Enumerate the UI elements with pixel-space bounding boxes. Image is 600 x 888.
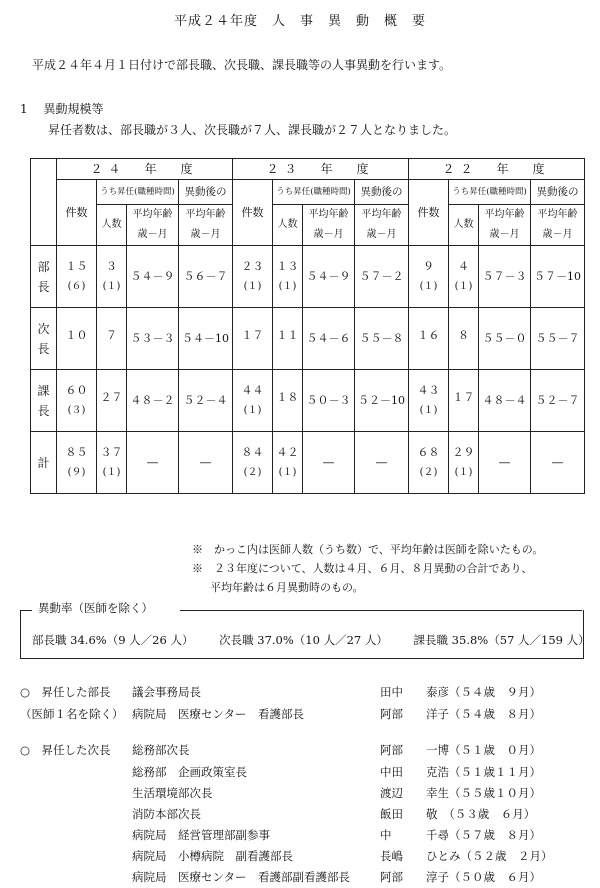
y24-avg-cell xyxy=(127,308,179,370)
promotion-c3: 中田 xyxy=(380,765,403,779)
table-row xyxy=(31,432,585,494)
y22-avg-cell xyxy=(479,432,531,494)
promotion-c4: ひとみ（５２歳 ２月） xyxy=(426,849,553,863)
promotion-c3: 阿部 xyxy=(380,743,403,757)
section-body: 昇任者数は、部長職が３人、次長職が７人、課長職が２７人となりました。 xyxy=(48,123,457,137)
y22-count-cell xyxy=(409,246,449,308)
y23-promo-cell xyxy=(273,432,303,494)
cell-value: ５７－３ xyxy=(482,269,527,283)
avg-label: 平均年齢 xyxy=(132,209,173,220)
rate-title: 異動率（医師を除く） xyxy=(34,600,157,616)
promotion-c2: 病院局 小樽病院 副看護部長 xyxy=(132,849,293,863)
avg-label: 平均年齢 xyxy=(308,209,349,220)
y22-promo-cell xyxy=(449,370,479,432)
y22-avg-cell xyxy=(479,246,531,308)
y23-avg-cell xyxy=(303,432,355,494)
personnel-stats-table xyxy=(30,158,585,494)
cell-value: ５２－４ xyxy=(183,393,228,407)
y23-avg-cell xyxy=(303,308,355,370)
cell-value: ５４－10 xyxy=(182,331,229,345)
cell-value: ― xyxy=(499,455,511,469)
promotion-c1: ○ 昇任した部長 xyxy=(20,685,111,699)
cell-value: ２７ xyxy=(100,390,123,404)
cell-value: ― xyxy=(147,455,158,469)
note-1: ※ かっこ内は医師人数（うち数）で、平均年齢は医師を除いたもの。 xyxy=(192,543,544,556)
intro-text: 平成２４年４月１日付けで部長職、次長職、課長職等の人事異動を行います。 xyxy=(32,58,452,72)
y22-promo-cell xyxy=(449,246,479,308)
cell-value: ５０－３ xyxy=(306,393,351,407)
cell-value: ― xyxy=(376,455,388,469)
y23-count-cell xyxy=(233,308,273,370)
row-label xyxy=(31,432,57,494)
promotion-c1: （医師１名を除く） xyxy=(20,707,124,721)
y23-after-cell xyxy=(355,432,409,494)
rate-jicho: 次長職 37.0%（10 人／27 人） xyxy=(219,633,388,647)
promo-header: うち昇任(職種時間) xyxy=(273,180,355,205)
cell-doctor-count: (１) xyxy=(454,280,473,292)
avg-age-after-header xyxy=(531,205,585,246)
people-header: 人数 xyxy=(449,205,479,246)
cell-value: ５７－10 xyxy=(534,269,582,283)
cell-value: ５２－７ xyxy=(535,393,580,407)
table-row xyxy=(31,370,585,432)
y22-promo-cell xyxy=(449,432,479,494)
promotion-c3: 中 xyxy=(380,828,392,842)
cell-value: ８４ xyxy=(241,445,264,459)
y23-promo-cell xyxy=(273,370,303,432)
y23-count-cell xyxy=(233,246,273,308)
row-label-text: 部長 xyxy=(37,259,50,294)
promotion-c2: 病院局 医療センター 看護部副看護部長 xyxy=(132,870,351,884)
promotion-row xyxy=(20,764,590,782)
avg-label: 平均年齢 xyxy=(361,209,402,220)
y23-count-cell xyxy=(233,432,273,494)
y23-after-cell xyxy=(355,246,409,308)
y24-promo-cell xyxy=(97,308,127,370)
y24-avg-cell xyxy=(127,432,179,494)
year-header-24: ２４ 年 度 xyxy=(57,159,233,180)
promotion-c4: 泰彦（５４歳 ９月） xyxy=(426,685,541,699)
cell-doctor-count: (１) xyxy=(243,280,262,292)
cell-doctor-count: (１) xyxy=(454,466,473,478)
promotion-c2: 議会事務局長 xyxy=(132,685,201,699)
promotion-row xyxy=(20,827,590,845)
cell-value: ４３ xyxy=(417,383,440,397)
promotion-c4: 淳子（５０歳 ６月） xyxy=(426,870,541,884)
promotion-c3: 長嶋 xyxy=(380,849,403,863)
promotion-c2: 病院局 経営管理部副参事 xyxy=(132,828,270,842)
cell-doctor-count: (２) xyxy=(243,466,262,478)
promotion-row xyxy=(20,806,590,824)
count-header: 件数 xyxy=(409,180,449,246)
after-header: 異動後の xyxy=(355,180,409,205)
people-header: 人数 xyxy=(97,205,127,246)
cell-doctor-count: (１) xyxy=(278,466,297,478)
cell-value: ５６－７ xyxy=(183,269,228,283)
y22-promo-cell xyxy=(449,308,479,370)
avg-label: 平均年齢 xyxy=(537,209,578,220)
promotion-c3: 渡辺 xyxy=(380,786,403,800)
cell-value: ― xyxy=(552,455,564,469)
cell-value: １１ xyxy=(276,328,299,342)
cell-value: ４４ xyxy=(241,383,264,397)
promotion-c3: 田中 xyxy=(380,685,403,699)
cell-value: ５５－０ xyxy=(482,331,527,345)
promo-header: うち昇任(職種時間) xyxy=(97,180,179,205)
cell-doctor-count: (１) xyxy=(243,404,262,416)
unit-label: 歳－月 xyxy=(313,229,344,240)
avg-age-after-header xyxy=(355,205,409,246)
y24-after-cell xyxy=(179,246,233,308)
cell-value: ２９ xyxy=(452,445,475,459)
row-label-text: 計 xyxy=(37,455,50,470)
cell-value: ５３－３ xyxy=(130,331,175,345)
cell-doctor-count: (１) xyxy=(419,404,438,416)
y22-avg-cell xyxy=(479,308,531,370)
row-label xyxy=(31,308,57,370)
row-label-text: 課長 xyxy=(37,383,50,418)
y23-count-cell xyxy=(233,370,273,432)
cell-doctor-count: (１) xyxy=(278,280,297,292)
cell-value: ８５ xyxy=(65,445,88,459)
y23-after-cell xyxy=(355,308,409,370)
y23-promo-cell xyxy=(273,246,303,308)
cell-value: １６ xyxy=(417,328,440,342)
cell-value: ４ xyxy=(458,259,470,273)
cell-value: １５ xyxy=(65,259,88,273)
cell-value: ４８－４ xyxy=(482,393,527,407)
y24-avg-cell xyxy=(127,246,179,308)
cell-value: ８ xyxy=(458,328,470,342)
y22-count-cell xyxy=(409,432,449,494)
corner-cell xyxy=(31,159,57,246)
y22-after-cell xyxy=(531,308,585,370)
cell-value: １８ xyxy=(276,390,299,404)
cell-doctor-count: (１) xyxy=(419,280,438,292)
after-header: 異動後の xyxy=(531,180,585,205)
cell-doctor-count: (６) xyxy=(67,280,86,292)
promotion-c4: 克浩（５１歳１１月） xyxy=(426,765,541,779)
unit-label: 歳－月 xyxy=(489,229,520,240)
cell-value: １３ xyxy=(276,259,299,273)
y23-promo-cell xyxy=(273,308,303,370)
year-header-23: ２３ 年 度 xyxy=(233,159,409,180)
avg-label: 平均年齢 xyxy=(484,209,525,220)
section-heading: 1 異動規模等 xyxy=(20,102,104,116)
cell-value: １７ xyxy=(241,328,264,342)
row-label xyxy=(31,246,57,308)
row-label-text: 次長 xyxy=(37,321,50,356)
cell-value: ５５－７ xyxy=(535,331,580,345)
cell-doctor-count: (２) xyxy=(419,466,438,478)
after-header: 異動後の xyxy=(179,180,233,205)
y23-avg-cell xyxy=(303,246,355,308)
promotion-c2: 総務部 企画政策室長 xyxy=(132,765,247,779)
promotion-row xyxy=(20,684,590,702)
y22-count-cell xyxy=(409,370,449,432)
cell-doctor-count: (３) xyxy=(67,404,86,416)
cell-value: ５４－６ xyxy=(306,331,351,345)
count-header: 件数 xyxy=(57,180,97,246)
promo-header: うち昇任(職種時間) xyxy=(449,180,531,205)
people-header: 人数 xyxy=(273,205,303,246)
y22-after-cell xyxy=(531,246,585,308)
note-2a: ※ ２３年度について、人数は４月、６月、８月異動の合計であり、 xyxy=(192,562,533,575)
y24-count-cell xyxy=(57,370,97,432)
cell-value: １０ xyxy=(65,328,88,342)
cell-value: ４２ xyxy=(276,445,299,459)
y24-count-cell xyxy=(57,308,97,370)
cell-value: ― xyxy=(200,455,211,469)
table-row xyxy=(31,308,585,370)
promotion-c2: 総務部次長 xyxy=(132,743,190,757)
promotion-c2: 生活環境部次長 xyxy=(132,786,213,800)
cell-doctor-count: (９) xyxy=(67,466,86,478)
promotion-row xyxy=(20,742,590,760)
unit-label: 歳－月 xyxy=(137,229,168,240)
row-label xyxy=(31,370,57,432)
promotion-c4: 一博（５１歳 ０月） xyxy=(426,743,541,757)
promotion-c1: ○ 昇任した次長 xyxy=(20,743,111,757)
cell-doctor-count: (１) xyxy=(102,466,121,478)
promotion-row xyxy=(20,848,590,866)
avg-age-header xyxy=(127,205,179,246)
avg-age-header xyxy=(479,205,531,246)
promotion-c3: 阿部 xyxy=(380,870,403,884)
cell-value: ― xyxy=(323,455,335,469)
y24-promo-cell xyxy=(97,432,127,494)
rate-kacho: 課長職 35.8%（57 人／159 人） xyxy=(413,633,590,647)
cell-value: ５４－９ xyxy=(130,269,175,283)
document-title: 平成２４年度 人 事 異 動 概 要 xyxy=(173,14,426,29)
table-notes xyxy=(192,540,543,597)
cell-value: ５７－２ xyxy=(359,269,404,283)
cell-value: ６０ xyxy=(65,383,88,397)
promotion-c4: 千尋（５７歳 ８月） xyxy=(426,828,541,842)
y24-after-cell xyxy=(179,432,233,494)
count-header: 件数 xyxy=(233,180,273,246)
stats-body xyxy=(31,246,585,494)
promotion-c2: 病院局 医療センター 看護部長 xyxy=(132,707,305,721)
y24-promo-cell xyxy=(97,246,127,308)
y24-count-cell xyxy=(57,246,97,308)
unit-label: 歳－月 xyxy=(366,229,397,240)
cell-doctor-count: (１) xyxy=(102,280,121,292)
cell-value: ２３ xyxy=(241,259,264,273)
cell-value: ９ xyxy=(423,259,435,273)
cell-value: ７ xyxy=(106,328,117,342)
promotion-c2: 消防本部次長 xyxy=(132,807,201,821)
cell-value: ５５－８ xyxy=(359,331,404,345)
rate-bucho: 部長職 34.6%（9 人／26 人） xyxy=(32,633,194,647)
avg-age-after-header xyxy=(179,205,233,246)
cell-value: １７ xyxy=(452,390,475,404)
cell-value: ３７ xyxy=(100,445,123,459)
y22-after-cell xyxy=(531,370,585,432)
y23-after-cell xyxy=(355,370,409,432)
promotion-row xyxy=(20,785,590,803)
table-row xyxy=(31,246,585,308)
promotion-c3: 飯田 xyxy=(380,807,403,821)
promotion-row xyxy=(20,869,590,887)
y24-after-cell xyxy=(179,308,233,370)
cell-value: ３ xyxy=(106,259,117,273)
cell-value: ５２－10 xyxy=(358,393,406,407)
y24-after-cell xyxy=(179,370,233,432)
unit-label: 歳－月 xyxy=(190,229,221,240)
y23-avg-cell xyxy=(303,370,355,432)
promotion-c4: 敬 （５３歳 ６月） xyxy=(426,807,536,821)
y22-avg-cell xyxy=(479,370,531,432)
promotion-row xyxy=(20,706,590,724)
promotion-c3: 阿部 xyxy=(380,707,403,721)
y24-avg-cell xyxy=(127,370,179,432)
year-header-22: ２２ 年 度 xyxy=(409,159,585,180)
unit-label: 歳－月 xyxy=(542,229,573,240)
y22-after-cell xyxy=(531,432,585,494)
avg-age-header xyxy=(303,205,355,246)
rate-values xyxy=(32,632,600,648)
y22-count-cell xyxy=(409,308,449,370)
promotion-c4: 洋子（５４歳 ８月） xyxy=(426,707,541,721)
avg-label: 平均年齢 xyxy=(185,209,226,220)
note-2b: 平均年齢は６月異動時のもの。 xyxy=(210,581,364,594)
y24-promo-cell xyxy=(97,370,127,432)
cell-value: ４８－２ xyxy=(130,393,175,407)
cell-value: ６８ xyxy=(417,445,440,459)
y24-count-cell xyxy=(57,432,97,494)
cell-value: ５４－９ xyxy=(306,269,351,283)
promotion-c4: 幸生（５５歳１０月） xyxy=(426,786,541,800)
